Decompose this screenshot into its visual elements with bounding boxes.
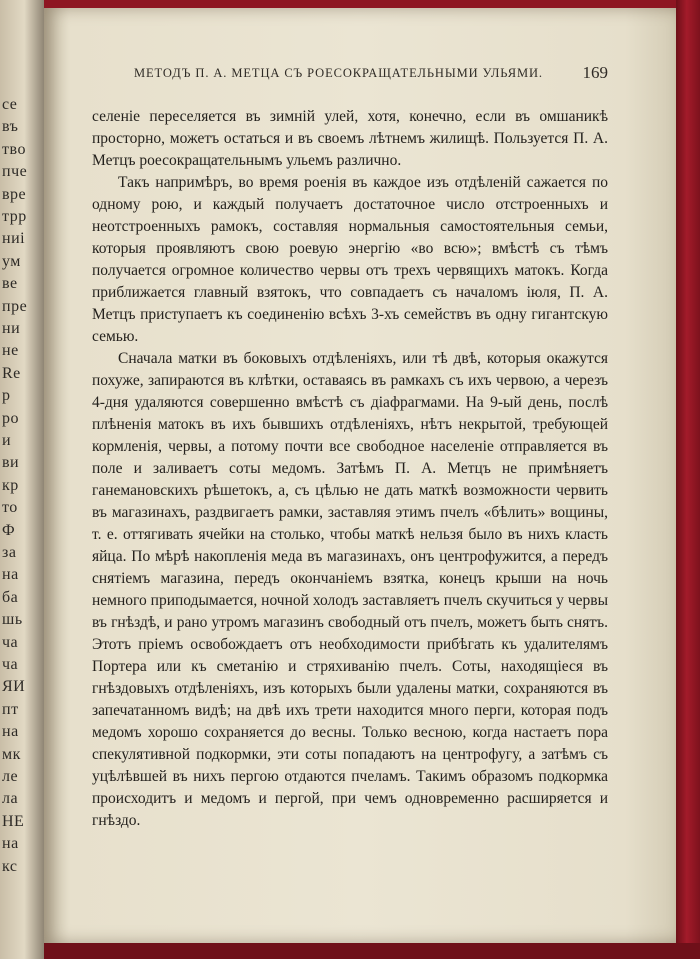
facing-page-fragment: за: [2, 544, 17, 561]
facing-page-fragment: ро: [2, 409, 19, 427]
facing-page-fragment: мк: [2, 745, 21, 763]
facing-page-fragment: пт: [2, 700, 19, 718]
facing-page-fragment: ча: [2, 656, 19, 673]
facing-page-fragment: и: [2, 432, 12, 449]
facing-page-fragment: кс: [2, 857, 18, 875]
facing-page-fragment: кр: [2, 476, 19, 494]
facing-page-fragment: пре: [2, 297, 28, 315]
running-head-title: МЕТОДЪ П. А. МЕТЦА СЪ РОЕСОКРАЩАТЕЛЬНЫМИ УЛЬЯМИ.: [134, 66, 543, 80]
facing-page-fragment: се: [2, 96, 18, 113]
facing-page-fragment: на: [2, 566, 19, 584]
paragraph-3: Сначала матки въ боковыхъ отдѣленіяхъ, или тѣ двѣ, которыя окажутся похуже, запираются въ клѣтки, оставаясь въ рамкахъ съ ихъ червою, а черезъ 4-дня удаляются совершенно вмѣстѣ съ діафрагмами. На 9-ый день, послѣ плѣненія матокъ въ ихъ бывшихъ отдѣленіяхъ, нѣтъ некрытой, требующей кормленія, червы, а потому почти все свободное населеніе отправляется въ поле и заливаетъ соты медомъ. Затѣмъ П. А. Метцъ не примѣняетъ ганемановскихъ рѣшетокъ, а, съ цѣлью не дать маткѣ возможности червить въ магазинахъ, раздвигаетъ рамки, заставляя этимъ пчелъ «бѣлить» вощины, т. е. оттягивать ячейки на столько, чтобы маткѣ нельзя было въ нихъ класть яйца. По мѣрѣ накопленія меда въ магазинахъ, онъ центрофужится, а передъ снятіемъ магазина, передъ окончаніемъ взятка, конецъ крыши на ночь немного приподымается, ночной холодъ заставляетъ пчелъ скучиться у червы въ гнѣздѣ, и рано утромъ магазинъ свободный отъ пчелъ, можетъ быть снятъ. Этотъ пріемъ освобождаетъ отъ необходимости прибѣгать къ удалителямъ Портера или къ сметанію и стряхиванію пчелъ. Соты, находящіеся въ гнѣздовыхъ отдѣленіяхъ, изъ которыхъ были удалены матки, сохраняются въ запечатанномъ видѣ; на двѣ ихъ трети находится много перги, которая подъ медомъ хорошо сохраняется до весны. Только весною, когда настаетъ пора спекулятивной подкормки, эти соты попадаютъ на центрофугу, а затѣмъ съ уцѣлѣвшей въ нихъ пергою отдаются пчеламъ. Такимъ образомъ подкормка происходитъ и медомъ и пергой, при чемъ одновременно расширяется и гнѣздо.: [92, 350, 608, 829]
facing-page-fragment: пче: [2, 163, 28, 181]
book-page: [44, 8, 676, 943]
facing-page-fragment: ум: [2, 252, 21, 270]
facing-page-fragment: трр: [2, 208, 27, 225]
facing-page-fragment: ба: [2, 588, 19, 606]
facing-page-fragment: р: [2, 387, 11, 405]
facing-page-fragment: ЯИ: [2, 678, 26, 696]
facing-page-fragment: ле: [2, 768, 19, 785]
body-text: [92, 106, 608, 832]
facing-page-fragment: на: [2, 835, 19, 853]
facing-page-fragment: тво: [2, 140, 26, 158]
book-cover-bottom: [40, 943, 700, 959]
facing-page-fragment: ниі: [2, 230, 26, 248]
facing-page-fragment: Re: [2, 364, 21, 382]
facing-page-fragment: ви: [2, 454, 20, 472]
facing-page-fragment: шь: [2, 611, 23, 629]
facing-page-fragment: ве: [2, 275, 18, 293]
facing-page-fragment: ни: [2, 320, 21, 337]
facing-page-fragment: НЕ: [2, 812, 25, 830]
book-cover-edge: [676, 0, 700, 959]
facing-page-fragment: на: [2, 723, 19, 741]
facing-page: [0, 0, 44, 959]
facing-page-fragment: ла: [2, 790, 19, 808]
facing-page-fragment: Ф: [2, 521, 16, 539]
facing-page-fragment: вре: [2, 185, 27, 203]
facing-page-fragment: ча: [2, 633, 19, 651]
paragraph-1: селеніе переселяется въ зимній улей, хотя, конечно, если въ омшаникѣ просторно, можетъ остаться и въ своемъ лѣтнемъ жилищѣ. Пользуется П. А. Метцъ рoесокращательнымъ ульемъ различно.: [92, 108, 608, 169]
page-number: 169: [582, 63, 608, 82]
running-head: [134, 63, 608, 88]
facing-page-fragment: въ: [2, 118, 19, 136]
facing-page-fragment: то: [2, 499, 18, 517]
paragraph-2: Такъ напримѣръ, во время роенія въ каждое изъ отдѣленій сажается по одному рою, и каждый получаетъ достаточное число отстроенныхъ и неотстроенныхъ рамокъ, составляя нормальныя самостоятельныя семьи, которыя проявляютъ свою роевую энергію «во всю»; вмѣстѣ съ тѣмъ получается огромное количество червы отъ трехъ червящихъ матокъ. Когда приближается главный взятокъ, что совпадаетъ съ началомъ іюля, П. А. Метцъ приступаетъ къ соединенію всѣхъ 3-хъ семействъ въ одну гигантскую семью.: [92, 174, 608, 345]
facing-page-fragment: не: [2, 342, 19, 360]
